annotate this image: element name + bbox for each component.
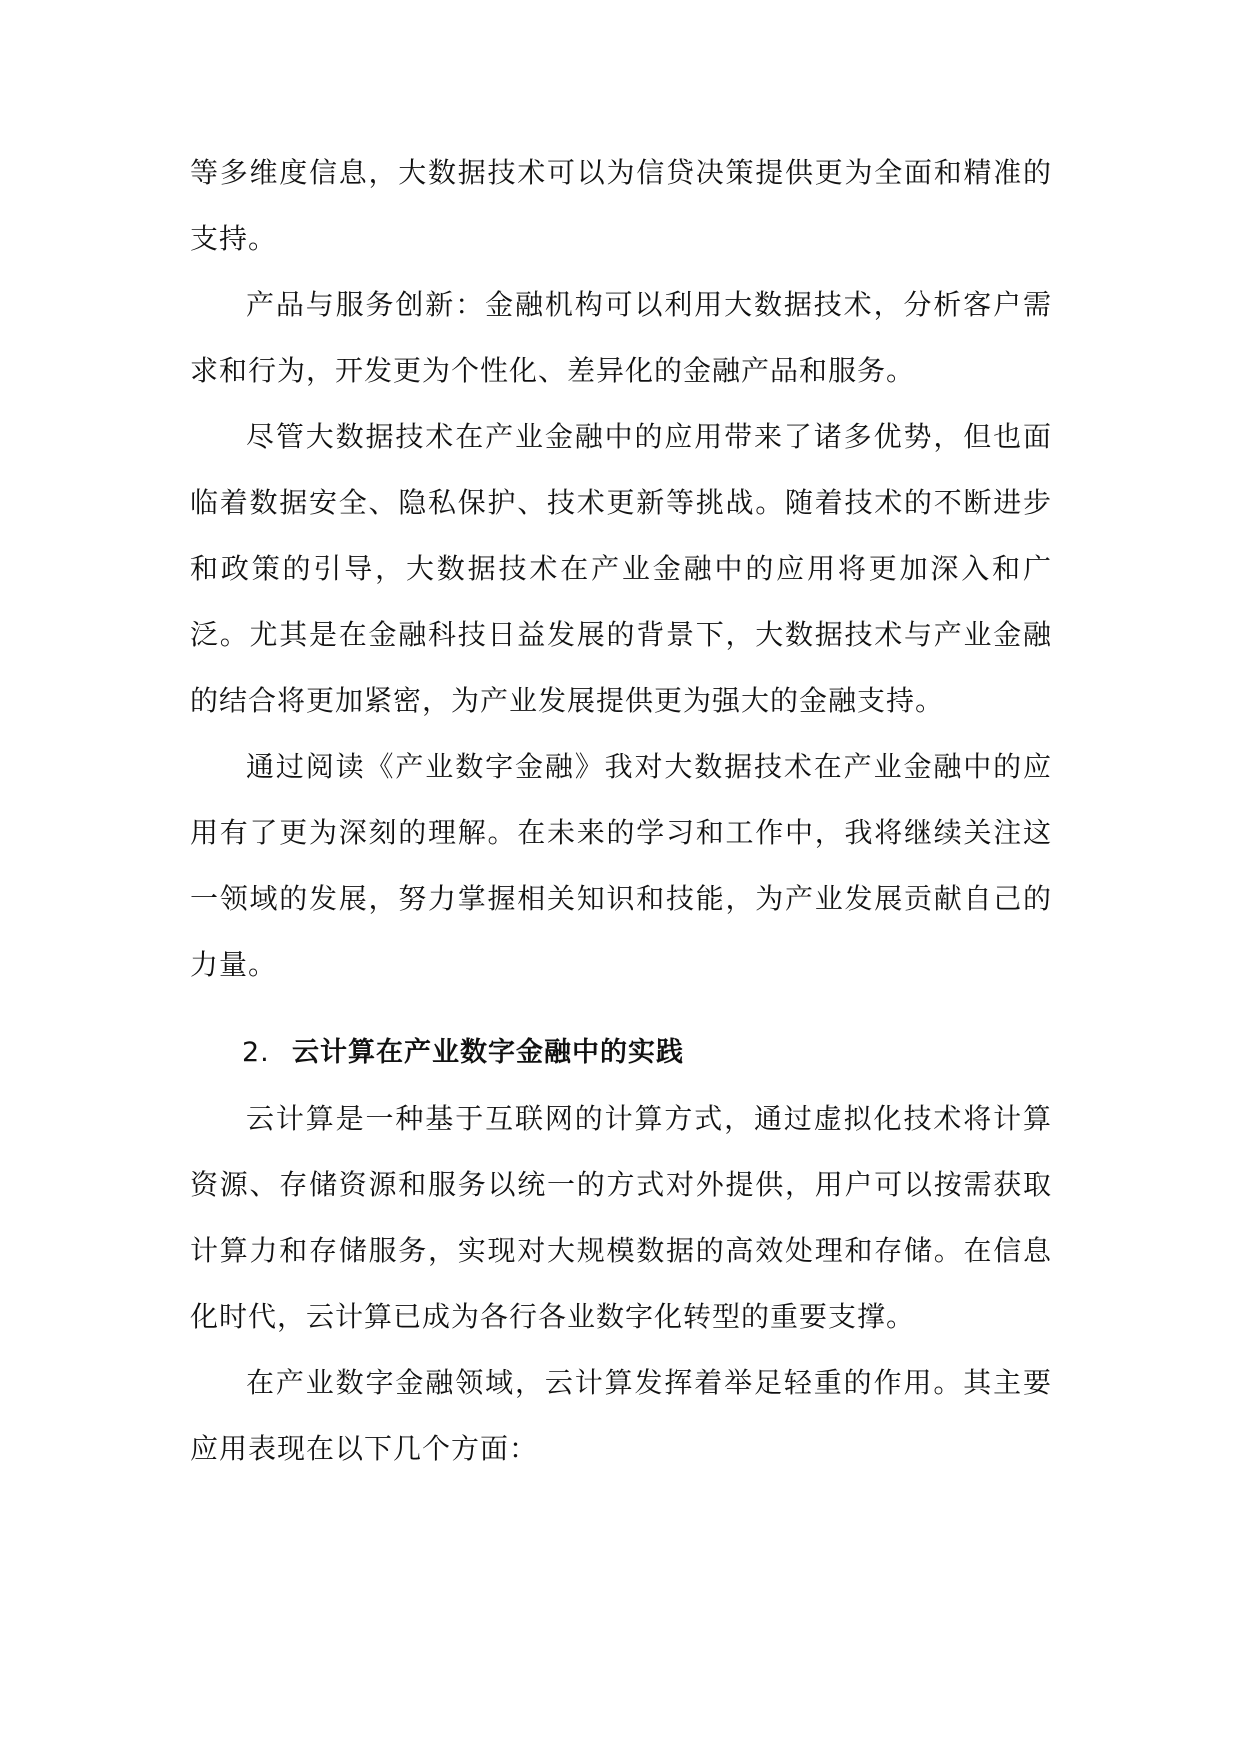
paragraph-product-innovation: 产品与服务创新：金融机构可以利用大数据技术，分析客户需求和行为，开发更为个性化、差异化的金融产品和服务。 (190, 288, 1052, 387)
paragraph-cloud-definition: 云计算是一种基于互联网的计算方式，通过虚拟化技术将计算资源、存储资源和服务以统一的方式对外提供，用户可以按需获取计算力和存储服务，实现对大规模数据的高效处理和存储。在信息化时代，云计算已成为各行各业数字化转型的重要支撑。 (190, 1102, 1052, 1333)
section-heading (190, 1020, 1052, 1086)
document-body (190, 140, 1052, 1482)
paragraph-reflection: 通过阅读《产业数字金融》我对大数据技术在产业金融中的应用有了更为深刻的理解。在未来的学习和工作中，我将继续关注这一领域的发展，努力掌握相关知识和技能，为产业发展贡献自己的力量。 (190, 750, 1052, 981)
paragraph-challenges: 尽管大数据技术在产业金融中的应用带来了诸多优势，但也面临着数据安全、隐私保护、技术更新等挑战。随着技术的不断进步和政策的引导，大数据技术在产业金融中的应用将更加深入和广泛。尤其是在金融科技日益发展的背景下，大数据技术与产业金融的结合将更加紧密，为产业发展提供更为强大的金融支持。 (190, 420, 1052, 717)
section-title: 云计算在产业数字金融中的实践 (292, 1037, 684, 1068)
paragraph-cloud-applications: 在产业数字金融领域，云计算发挥着举足轻重的作用。其主要应用表现在以下几个方面： (190, 1366, 1052, 1465)
section-number: 2. (242, 1037, 270, 1068)
paragraph-continued: 等多维度信息，大数据技术可以为信贷决策提供更为全面和精准的支持。 (190, 156, 1052, 255)
